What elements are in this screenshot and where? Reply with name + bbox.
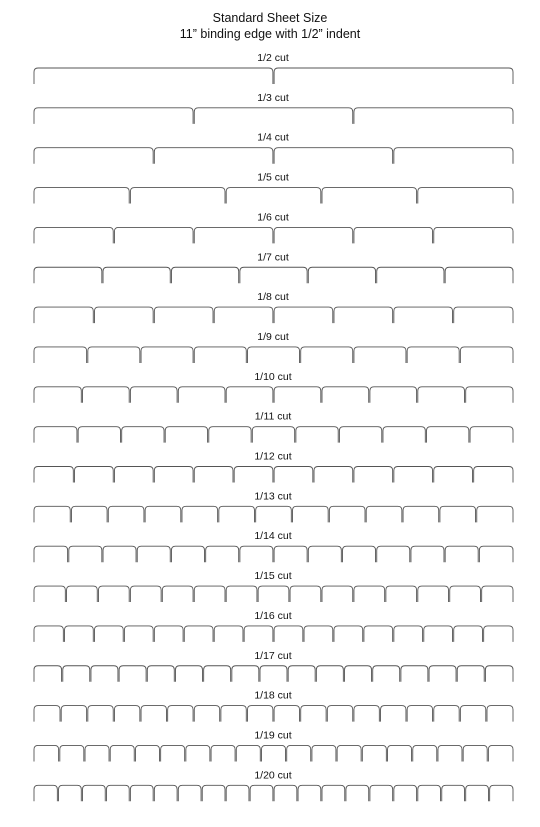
tab-outline [114,467,153,483]
tab-outline [438,745,462,761]
cut-label: 1/11 cut [254,410,292,423]
tab-outline [135,745,159,761]
tab-outline [424,626,453,642]
tab-outline [373,666,400,682]
tab-outline [290,586,321,602]
tab-outline [83,387,130,403]
tab-outline [34,148,153,164]
tab-outline [178,785,201,801]
cut-row [34,729,513,761]
tab-outline [34,467,73,483]
tab-outline [226,586,257,602]
tab-outline [234,467,273,483]
tab-outline [463,745,487,761]
tab-outline [171,267,238,283]
tab-outline [337,745,361,761]
tab-outline [470,427,513,443]
tab-outline [440,506,476,522]
tab-outline [108,506,144,522]
tab-outline [161,745,185,761]
cut-label: 1/12 cut [254,450,292,463]
tab-outline [71,506,107,522]
cut-label: 1/13 cut [254,490,292,503]
tab-outline [34,227,113,243]
tab-outline [434,227,513,243]
tab-outline [78,427,120,443]
tab-outline [88,347,140,363]
tab-outline [364,626,393,642]
tab-outline [34,68,273,84]
cut-label: 1/9 cut [257,330,289,343]
tab-outline [34,706,60,722]
tab-outline [466,785,489,801]
cut-label: 1/6 cut [257,211,289,224]
tab-outline [413,745,437,761]
tab-outline [202,785,225,801]
tab-outline [394,307,453,323]
tab-outline [206,546,239,562]
cut-label: 1/15 cut [254,570,292,583]
tab-outline [346,785,369,801]
tab-outline [34,546,68,562]
cut-row [34,172,513,204]
tab-outline [454,626,483,642]
tab-outline [209,427,251,443]
cut-label: 1/17 cut [254,649,292,662]
tab-outline [445,267,513,283]
tab-outline [407,347,459,363]
tab-outline [165,427,207,443]
tab-outline [34,785,57,801]
tab-outline [354,108,513,124]
tab-outline [244,626,273,642]
cut-label: 1/19 cut [254,729,292,742]
tab-outline [154,307,213,323]
tab-outline [154,626,183,642]
tab-outline [329,506,365,522]
tab-outline [418,785,441,801]
tab-outline [61,706,86,722]
tab-outline [434,467,473,483]
tab-outline [34,108,193,124]
tab-outline [83,785,106,801]
tab-outline [308,546,341,562]
tab-outline [250,785,273,801]
tab-outline [343,546,376,562]
tab-outline [106,785,129,801]
tab-outline [418,586,449,602]
tab-outline [63,666,90,682]
tab-outline [130,387,177,403]
tab-outline [67,586,98,602]
tab-outline [484,626,513,642]
tab-outline [65,626,94,642]
tab-outline [194,108,352,124]
tab-outline [377,267,444,283]
tab-outline [34,347,87,363]
tab-outline [370,387,417,403]
tab-outline [91,666,118,682]
tab-outline [226,785,249,801]
cut-row [34,411,513,443]
tab-outline [110,745,134,761]
tab-outline [427,427,469,443]
tab-outline [147,666,174,682]
tab-outline [362,745,386,761]
tab-outline [301,347,353,363]
tab-outline [312,745,336,761]
tab-outline [88,706,113,722]
tab-outline [60,745,84,761]
cut-row [34,92,513,124]
tab-outline [34,626,63,642]
tab-outline [354,706,379,722]
tab-outline [308,267,375,283]
tab-outline [178,387,225,403]
tab-outline [354,227,433,243]
tab-outline [75,467,114,483]
cut-label: 1/5 cut [257,171,289,184]
tab-outline [274,626,303,642]
tab-outline [274,467,313,483]
tab-outline [394,785,417,801]
tab-outline [454,307,513,323]
tab-outline [114,706,139,722]
tab-outline [274,68,513,84]
tab-outline [240,267,307,283]
tab-outline [474,467,513,483]
tab-outline [381,706,406,722]
cut-label: 1/3 cut [257,91,289,104]
cut-label: 1/20 cut [254,769,292,782]
tab-outline [252,427,294,443]
cut-row [34,690,513,722]
cut-row [34,769,513,801]
tab-outline [154,785,177,801]
tab-outline [296,427,338,443]
tab-outline [316,666,343,682]
tab-outline [445,546,478,562]
tab-outline [130,785,153,801]
tab-outline [221,706,246,722]
tab-outline [394,467,433,483]
tab-outline [168,706,193,722]
cut-row [34,610,513,642]
tab-outline [293,506,329,522]
cut-label: 1/10 cut [254,370,292,383]
tab-outline [194,467,233,483]
tab-outline [214,307,273,323]
tab-outline [383,427,425,443]
tab-outline [154,467,193,483]
tab-outline [226,188,321,204]
tab-outline [298,785,321,801]
tab-outline [219,506,255,522]
tab-outline [141,706,166,722]
tab-outline [418,387,465,403]
tab-outline [34,307,93,323]
tab-outline [274,307,333,323]
tab-outline [130,188,225,204]
tab-outline [487,706,513,722]
tab-outline [394,148,513,164]
tab-outline [186,745,210,761]
cut-row [34,451,513,483]
tab-outline [204,666,231,682]
tab-outline [411,546,444,562]
tab-outline [145,506,181,522]
tab-outline [345,666,372,682]
tab-outline [103,546,136,562]
tab-outline [322,586,353,602]
tab-outline [466,387,513,403]
tab-outline [479,546,513,562]
tab-outline [354,467,393,483]
tab-outline [434,706,459,722]
tab-outline [274,227,353,243]
tab-outline [334,307,393,323]
cut-label: 1/14 cut [254,530,292,543]
tab-outline [457,666,484,682]
tab-outline [261,745,285,761]
cut-row [34,211,513,243]
tab-outline [94,307,153,323]
tab-outline [274,148,393,164]
tab-outline [401,666,428,682]
tab-outline [34,666,62,682]
tab-outline [194,706,219,722]
tab-outline [274,706,299,722]
tab-outline [232,666,259,682]
cut-label: 1/4 cut [257,131,289,144]
tab-outline [260,666,287,682]
tab-outline [119,666,146,682]
tab-outline [334,626,363,642]
tab-outline [418,188,513,204]
tab-outline [403,506,439,522]
tab-outline [184,626,213,642]
tab-outline [377,546,410,562]
cut-label: 1/7 cut [257,251,289,264]
tab-outline [236,745,260,761]
tab-outline [175,666,202,682]
tab-outline [137,546,170,562]
tab-outline [322,785,345,801]
cut-label: 1/8 cut [257,291,289,304]
cut-row [34,490,513,522]
tab-outline [34,427,77,443]
tab-outline [141,347,193,363]
tab-outline [386,586,417,602]
cut-label: 1/2 cut [257,52,289,64]
tab-outline [211,745,235,761]
tab-outline [407,706,432,722]
tab-outline [460,706,485,722]
tab-outline [34,267,102,283]
tab-outline [194,586,225,602]
tab-outline [394,626,423,642]
tab-outline [442,785,465,801]
tab-outline [247,347,299,363]
cut-label: 1/18 cut [254,689,292,702]
tab-outline [34,387,81,403]
tab-outline [274,785,297,801]
tab-outline [304,626,333,642]
tab-outline [59,785,82,801]
tab-outline [287,745,311,761]
tab-outline [354,586,385,602]
cut-label: 1/16 cut [254,609,292,622]
tab-outline [490,785,513,801]
tab-outline [327,706,352,722]
tab-outline [214,626,243,642]
tab-outline [34,506,70,522]
tab-outline [388,745,412,761]
tab-outline [429,666,456,682]
tab-outline [34,188,129,204]
tab-outline [122,427,164,443]
tab-outline [288,666,315,682]
tab-outline [450,586,481,602]
tab-outline [226,387,273,403]
tab-outline [103,267,170,283]
tab-outline [274,546,307,562]
tab-outline [339,427,381,443]
cut-row [34,371,513,403]
tab-outline [488,745,513,761]
tab-outline [85,745,109,761]
tab-outline [114,227,193,243]
tab-outline [482,586,513,602]
tab-outline [194,227,273,243]
cut-row [34,331,513,363]
tab-outline [485,666,513,682]
tab-outline [94,626,123,642]
page-title: Standard Sheet Size [212,11,328,25]
cut-row [34,570,513,602]
tab-outline [370,785,393,801]
tab-outline [194,347,246,363]
tab-outline [322,188,417,204]
tab-outline [98,586,129,602]
cut-row [34,650,513,682]
tab-outline [256,506,292,522]
tab-outline [34,586,65,602]
tab-outline [69,546,102,562]
tab-outline [124,626,153,642]
cut-row [34,132,513,164]
tab-outline [162,586,193,602]
tab-outline [477,506,513,522]
cut-row [34,52,513,84]
page-subtitle: 11” binding edge with 1/2” indent [179,27,361,41]
tab-outline [247,706,272,722]
tab-outline [154,148,273,164]
tab-outline [301,706,326,722]
tab-outline [460,347,513,363]
tab-outline [182,506,218,522]
tab-outline [171,546,204,562]
tab-outline [130,586,161,602]
tab-outline [354,347,406,363]
cut-row [34,251,513,283]
cut-row [34,291,513,323]
tab-outline [258,586,289,602]
cut-row [34,530,513,562]
tab-outline [314,467,353,483]
tab-outline [274,387,321,403]
tab-outline [366,506,402,522]
tab-outline [240,546,273,562]
tab-outline [34,745,59,761]
tab-outline [322,387,369,403]
